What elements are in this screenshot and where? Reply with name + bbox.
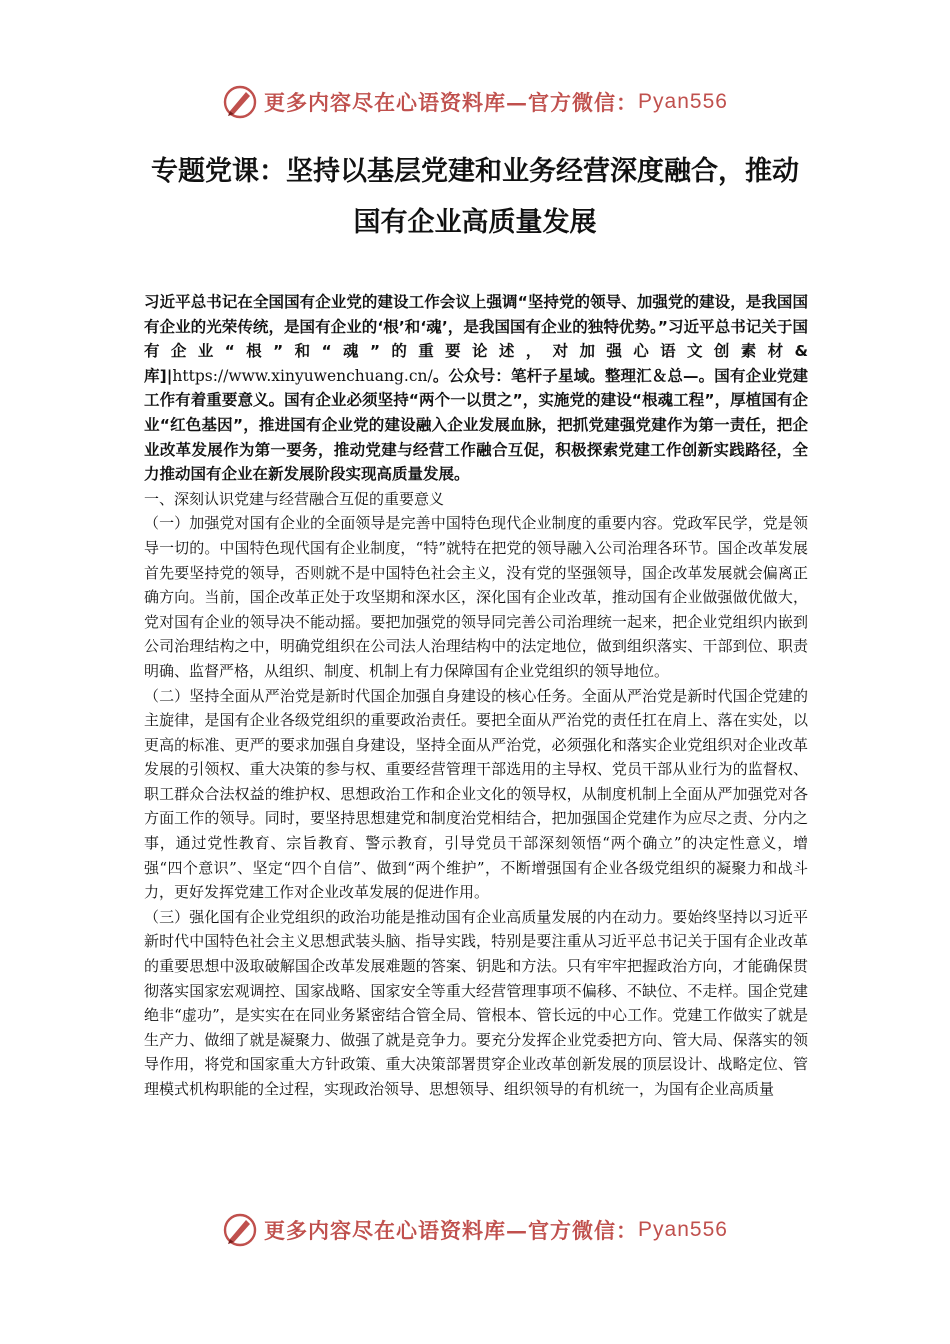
pen-logo-icon (222, 84, 258, 120)
intro-url: https://www.xinyuwenchuang.cn/ (172, 366, 433, 385)
pen-logo-icon (222, 1212, 258, 1248)
body-paragraph-3: （三）强化国有企业党组织的政治功能是推动国有企业高质量发展的内在动力。要始终坚持以习近平新时代中国特色社会主义思想武装头脑、指导实践，特别是要注重从习近平总书记关于国有企业改革的重要思想中汲取破解国企改革发展难题的答案、钥匙和方法。只有牢牢把握政治方向，才能确保贯彻落实国家宏观调控、国家战略、国家安全等重大经营管理事项不偏移、不缺位、不走样。国企党建绝非“虚功”，是实实在在同业务紧密结合管全局、管根本、管长远的中心工作。党建工作做实了就是生产力、做细了就是凝聚力、做强了就是竞争力。要充分发挥企业党委把方向、管大局、保落实的领导作用，将党和国家重大方针政策、重大决策部署贯穿企业改革创新发展的顶层设计、战略定位、管理模式机构职能的全过程，实现政治领导、思想领导、组织领导的有机统一，为国有企业高质量 (144, 907, 808, 1098)
banner-wechat-id: Pyan556 (638, 90, 728, 113)
document-body (144, 290, 808, 1102)
intro-text-before-url: 习近平总书记在全国国有企业党的建设工作会议上强调“坚持党的领导、加强党的建设，是我国国有企业的光荣传统，是国有企业的‘根’和‘魂’，是我国国有企业的独特优势。”习近平总书记关于国有企业“根”和“魂”的重要论述，对加强心语文创素材&库]| (144, 293, 808, 385)
body-paragraph-2: （二）坚持全面从严治党是新时代国企加强自身建设的核心任务。全面从严治党是新时代国企党建的主旋律，是国有企业各级党组织的重要政治责任。要把全面从严治党的责任扛在肩上、落在实处，以更高的标准、更严的要求加强自身建设，坚持全面从严治党，必须强化和落实企业党组织对企业改革发展的引领权、重大决策的参与权、重要经营管理干部选用的主导权、党员干部从业行为的监督权、职工群众合法权益的维护权、思想政治工作和企业文化的领导权，从制度机制上全面从严加强党对各方面工作的领导。同时，要坚持思想建党和制度治党相结合，把加强国企党建作为应尽之责、分内之事，通过党性教育、宗旨教育、警示教育，引导党员干部深刻领悟“两个确立”的决定性意义，增强“四个意识”、坚定“四个自信”、做到“两个维护”，不断增强国有企业各级党组织的凝聚力和战斗力，更好发挥党建工作对企业改革发展的促进作用。 (144, 686, 808, 902)
document-title: 专题党课：坚持以基层党建和业务经营深度融合，推动国有企业高质量发展 (151, 156, 799, 238)
intro-text-after-url: 。公众号：笔杆子星域。整理汇＆总—。国有企业党建工作有着重要意义。国有企业必须坚持“两个一以贯之”，实施党的建设“根魂工程”，厚植国有企业“红色基因”，推进国有企业党的建设融入企业发展血脉，把抓党建强党建作为第一责任，把企业改革发展作为第一要务，推动党建与经营工作融合互促，积极探索党建工作创新实践路径，全力推动国有企业在新发展阶段实现高质量发展。 (144, 366, 808, 484)
section-heading: 一、深刻认识党建与经营融合互促的重要意义 (144, 489, 445, 508)
header-watermark-banner (0, 84, 950, 120)
banner-text: 更多内容尽在心语资料库—官方微信： (264, 90, 639, 115)
intro-paragraph (144, 290, 808, 487)
body-paragraph-1: （一）加强党对国有企业的全面领导是完善中国特色现代企业制度的重要内容。党政军民学，党是领导一切的。中国特色现代国有企业制度，“特”就特在把党的领导融入公司治理各环节。国企改革发展首先要坚持党的领导，否则就不是中国特色社会主义，没有党的坚强领导，国企改革发展就会偏离正确方向。当前，国企改革正处于攻坚期和深水区，深化国有企业改革，推动国有企业做强做优做大，党对国有企业的领导决不能动摇。要把加强党的领导同完善公司治理统一起来，把企业党组织内嵌到公司治理结构之中，明确党组织在公司法人治理结构中的法定地位，做到组织落实、干部到位、职责明确、监督严格，从组织、制度、机制上有力保障国有企业党组织的领导地位。 (144, 514, 808, 680)
footer-watermark-banner (0, 1212, 950, 1248)
banner-wechat-id: Pyan556 (638, 1218, 728, 1241)
banner-text: 更多内容尽在心语资料库—官方微信： (264, 1218, 639, 1243)
